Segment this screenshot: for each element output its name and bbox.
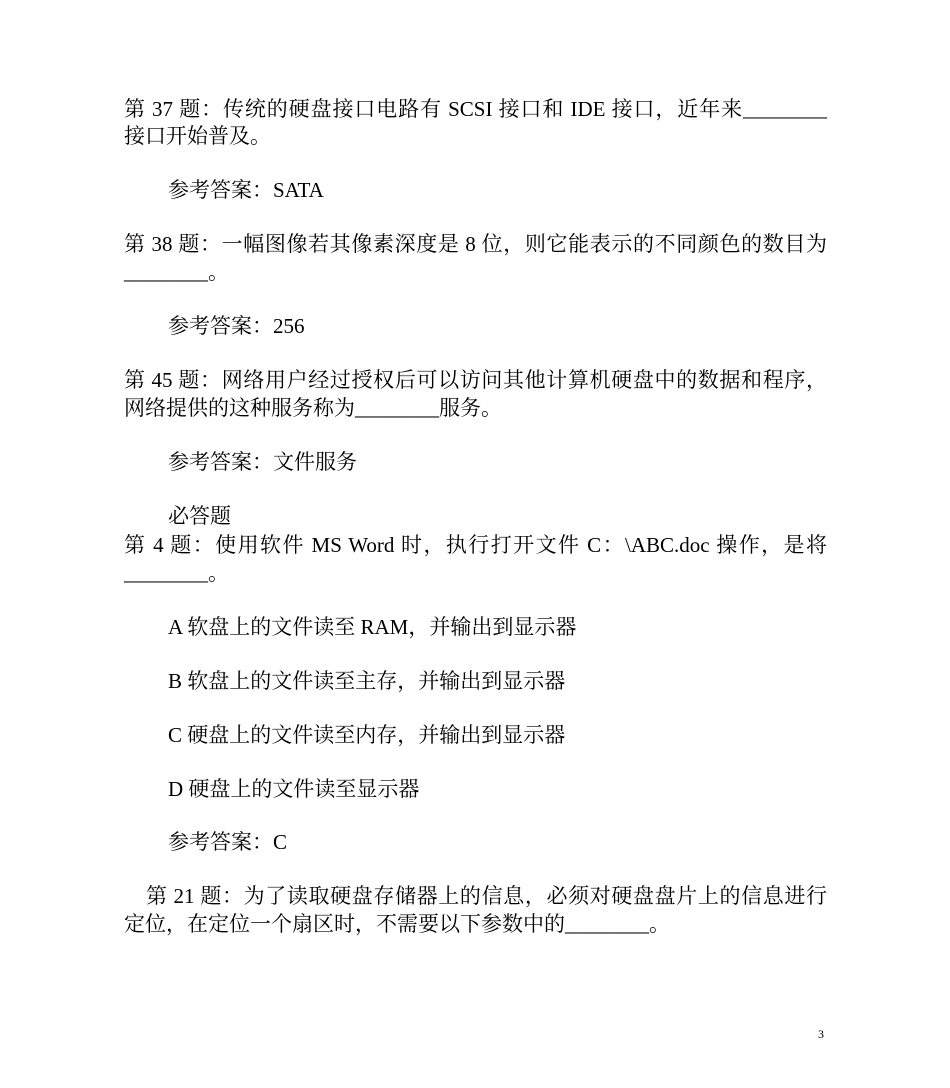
question-38-answer: 参考答案：256 [168, 314, 305, 338]
question-4-text-line2: ________。 [124, 561, 229, 585]
question-21-text-line2: 定位，在定位一个扇区时，不需要以下参数中的________。 [124, 912, 670, 936]
question-4-answer: 参考答案：C [168, 830, 288, 854]
section-heading: 必答题 [168, 504, 231, 528]
question-21-text-line1: 第 21 题：为了读取硬盘存储器上的信息，必须对硬盘盘片上的信息进行 [146, 884, 827, 908]
question-38-text-line1: 第 38 题：一幅图像若其像素深度是 8 位，则它能表示的不同颜色的数目为 [124, 232, 827, 256]
question-38-text-line2: ________。 [124, 260, 229, 284]
question-45-text-line1: 第 45 题：网络用户经过授权后可以访问其他计算机硬盘中的数据和程序， [124, 368, 827, 392]
question-45-answer: 参考答案：文件服务 [168, 450, 357, 474]
question-37-answer: 参考答案：SATA [168, 178, 324, 202]
question-4-option-d: D 硬盘上的文件读至显示器 [168, 777, 420, 801]
question-37-text-line1: 第 37 题：传统的硬盘接口电路有 SCSI 接口和 IDE 接口，近年来________ [124, 97, 827, 121]
question-4-option-c: C 硬盘上的文件读至内存，并输出到显示器 [168, 723, 566, 747]
question-37-text-line2: 接口开始普及。 [124, 124, 271, 148]
page-number: 3 [818, 1027, 824, 1041]
question-4-option-b: B 软盘上的文件读至主存，并输出到显示器 [168, 669, 566, 693]
question-4-option-a: A 软盘上的文件读至 RAM，并输出到显示器 [168, 615, 577, 639]
question-45-text-line2: 网络提供的这种服务称为________服务。 [124, 396, 502, 420]
question-4-text-line1: 第 4 题：使用软件 MS Word 时，执行打开文件 C：\ABC.doc 操作，是将 [124, 533, 827, 557]
